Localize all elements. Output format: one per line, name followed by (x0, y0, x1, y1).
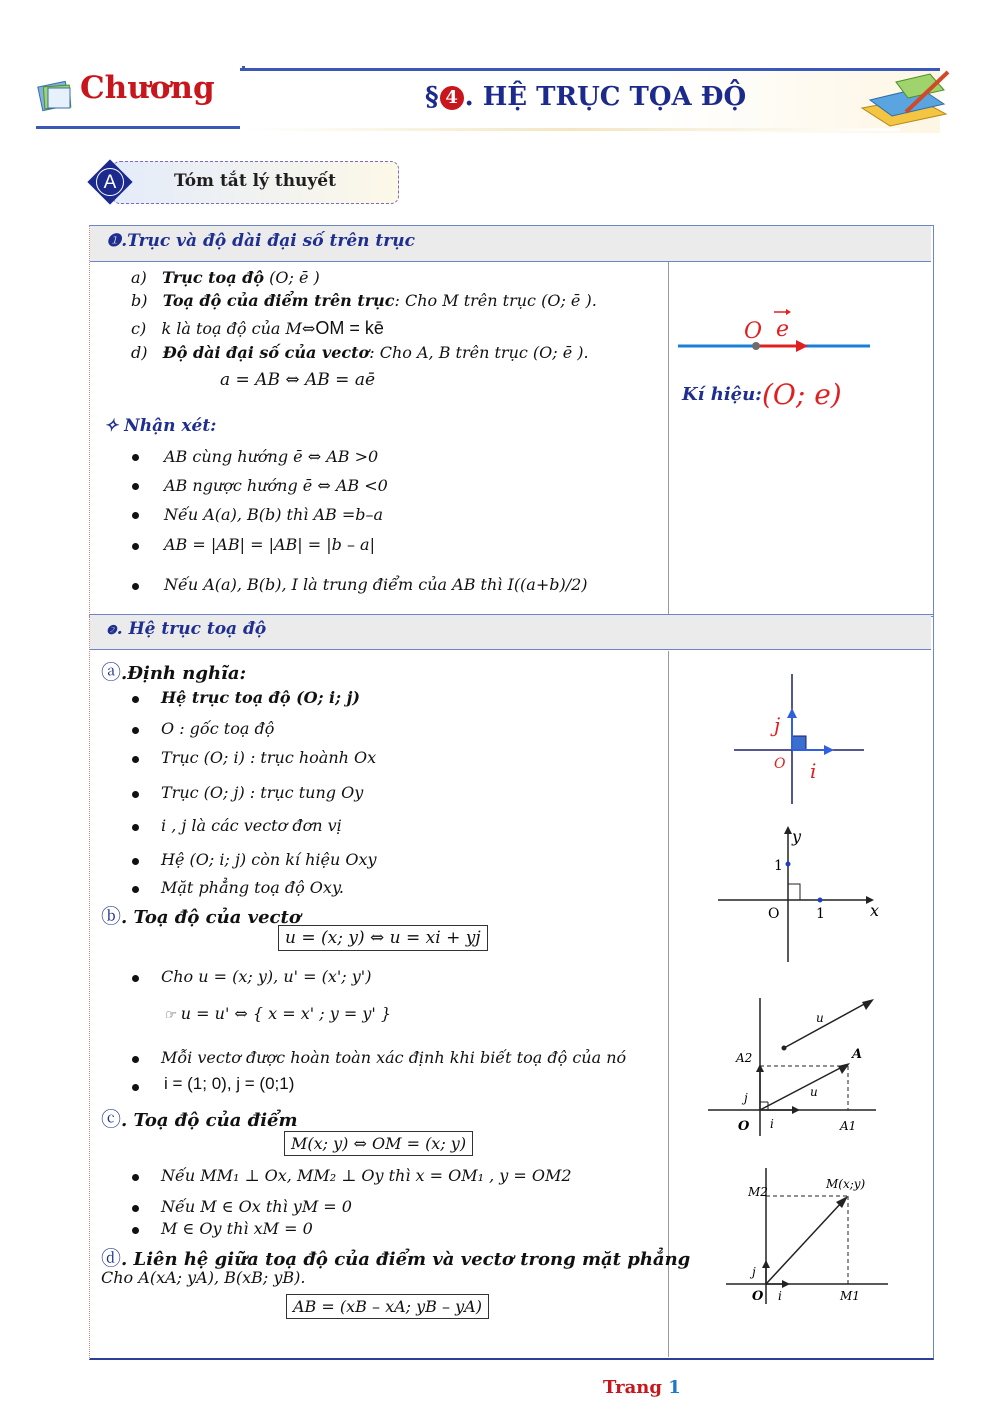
axis-e-label: e (776, 317, 790, 342)
marker-d: ⓓ (101, 1248, 121, 1270)
subsection-a-title (101, 656, 246, 685)
marker-a: ⓐ (101, 662, 121, 684)
unit-vectors-figure (730, 672, 870, 807)
def-item-3: Trục (O; i) : trục hoành Ox (161, 748, 377, 767)
part1-marker: ❶ (106, 231, 122, 251)
fig2-one-x: 1 (816, 906, 825, 922)
fig3-o: O (738, 1119, 750, 1134)
coordinate-plane-figure (716, 824, 886, 964)
bullet (132, 727, 139, 734)
item-label: d) (131, 343, 148, 362)
part2-title-text: . Hệ trục toạ độ (116, 619, 267, 639)
fig4-i: i (778, 1289, 782, 1303)
relation-box: AB = (xB – xA; yB – yA) (286, 1294, 489, 1319)
bullet (132, 1205, 139, 1212)
fig2-o: O (768, 906, 780, 922)
bullet (132, 583, 139, 590)
fig1-j: j (774, 713, 781, 737)
marker-c: ⓒ (101, 1109, 121, 1131)
vector-coord-box: u = (x; y) ⇔ u = xi + yj (278, 925, 488, 951)
point-note-3: M ∈ Oy thì xM = 0 (161, 1219, 313, 1238)
fig3-a2: A2 (736, 1051, 753, 1065)
part2-marker: ❷ (106, 623, 117, 637)
axis-origin-label: O (744, 319, 763, 344)
vector-given: Cho u = (x; y), u' = (x'; y') (161, 967, 372, 986)
remark-4: AB = |AB| = |AB| = |b – a| (164, 535, 375, 554)
remark-3: Nếu A(a), B(b) thì AB =b–a (164, 505, 384, 524)
fig4-j: j (752, 1265, 756, 1279)
item-label: b) (131, 291, 148, 310)
item-text: k là toạ độ của M⇔ (161, 319, 316, 338)
section-number: 4 (440, 86, 464, 110)
remark-5: Nếu A(a), B(b), I là trung điểm của AB thì I((a+b)/2) (164, 575, 588, 594)
fig2-x: x (870, 901, 880, 920)
fig3-a: A (852, 1047, 863, 1062)
item-bold: Độ dài đại số của vectơ (162, 343, 370, 362)
bullet (132, 1056, 139, 1063)
page-number: 1 (668, 1377, 681, 1398)
bullet (132, 858, 139, 865)
remark-2: AB ngược hướng ē ⇔ AB <0 (164, 476, 388, 495)
subsection-c-title-text: . Toạ độ của điểm (121, 1110, 298, 1131)
vector-coordinate-figure (704, 996, 884, 1138)
def-item-1: Hệ trục toạ độ (O; i; j) (161, 688, 360, 707)
section-title (425, 82, 746, 112)
page-footer (603, 1377, 681, 1398)
bullet (132, 1174, 139, 1181)
part1-title (106, 231, 415, 251)
bullet (132, 1084, 139, 1091)
vector-equality (164, 1004, 391, 1023)
def-item-2: O : gốc toạ độ (161, 719, 275, 738)
section-title-text: . HỆ TRỤC TỌA ĐỘ (464, 82, 747, 112)
part1-remark-title (104, 416, 216, 436)
bullet (132, 483, 139, 490)
fig2-one-y: 1 (774, 858, 783, 874)
point-coord-box: M(x; y) ⇔ OM = (x; y) (284, 1131, 473, 1156)
part2-title (106, 619, 266, 639)
fig3-u-mid: u (810, 1085, 818, 1099)
part1-title-text: .Trục và độ dài đại số trên trục (121, 231, 415, 251)
fig2-y: y (792, 827, 802, 846)
subsection-a-title-text: .Định nghĩa: (121, 663, 247, 684)
fig4-m2: M2 (748, 1185, 768, 1199)
point-coordinate-figure (722, 1166, 892, 1306)
hand-pointer-icon: ☞ (164, 1008, 176, 1023)
subsection-d-title-text: . Liên hệ giữa toạ độ của điểm và vectơ trong mặt phẳng (121, 1249, 691, 1270)
bullet (132, 886, 139, 893)
summary-badge-letter: A (96, 168, 124, 196)
item-rest: (O; ē ) (264, 268, 320, 287)
bullet (132, 824, 139, 831)
part1-item-d (131, 343, 589, 362)
part1-item-b (131, 291, 597, 310)
subsection-b-title-text: . Toạ độ của vectơ (121, 907, 301, 928)
fig4-m: M(x;y) (826, 1177, 866, 1191)
vector-note-1: Mỗi vectơ được hoàn toàn xác định khi biết toạ độ của nó (161, 1048, 627, 1067)
marker-b: ⓑ (101, 906, 121, 928)
def-item-7: Mặt phẳng toạ độ Oxy. (161, 878, 344, 897)
book-icon (36, 78, 78, 114)
part1-item-c (131, 318, 384, 339)
sparkle-icon: ✧ (104, 416, 119, 436)
stationery-icon (856, 68, 952, 128)
axis-figure (672, 300, 882, 430)
def-item-4: Trục (O; j) : trục tung Oy (161, 783, 364, 802)
part1-formula: a = AB ⇔ AB = aē (220, 370, 376, 390)
notation-math: (O; e) (762, 378, 842, 411)
vector-equality-text: u = u' ⇔ { x = x' ; y = y' } (180, 1004, 392, 1023)
vector-note-2: i = (1; 0), j = (0;1) (164, 1074, 295, 1093)
fig3-u-top: u (816, 1011, 824, 1025)
bullet (132, 543, 139, 550)
remark-1: AB cùng hướng ē ⇔ AB >0 (164, 447, 379, 466)
item-label: a) (131, 268, 147, 287)
relation-given: Cho A(xA; yA), B(xB; yB). (101, 1268, 306, 1287)
fig4-m1: M1 (840, 1289, 860, 1303)
bullet (132, 791, 139, 798)
remark-title-text: Nhận xét: (124, 416, 217, 436)
item-label: c) (131, 319, 147, 338)
bullet (132, 1227, 139, 1234)
subsection-c-title (101, 1103, 298, 1132)
fig3-i: i (770, 1117, 774, 1131)
summary-title: Tóm tắt lý thuyết (174, 171, 336, 191)
part1-item-a (131, 268, 320, 287)
item-rest: : Cho A, B trên trục (O; ē ). (369, 343, 589, 362)
notation-label: Kí hiệu: (682, 384, 762, 405)
def-item-5: i , j là các vectơ đơn vị (161, 816, 342, 835)
def-item-6: Hệ (O; i; j) còn kí hiệu Oxy (161, 850, 377, 869)
bullet (132, 454, 139, 461)
point-note-2: Nếu M ∈ Ox thì yM = 0 (161, 1197, 352, 1216)
item-bold: Trục toạ độ (162, 268, 265, 287)
fig1-o: O (774, 756, 786, 772)
section-symbol: § (425, 82, 439, 112)
item-bold: Toạ độ của điểm trên trục (162, 291, 395, 310)
page-label: Trang (603, 1377, 662, 1398)
bullet (132, 756, 139, 763)
bullet (132, 975, 139, 982)
item-rest: : Cho M trên trục (O; ē ). (394, 291, 597, 310)
fig1-i: i (810, 759, 817, 783)
point-note-1: Nếu MM₁ ⊥ Ox, MM₂ ⊥ Oy thì x = OM₁ , y = OM2 (161, 1166, 572, 1185)
subsection-d-title (101, 1242, 690, 1271)
bullet (132, 512, 139, 519)
fig3-j: j (744, 1091, 748, 1105)
part1-divider (668, 262, 669, 614)
item-math: OM = kē (315, 318, 384, 338)
chapter-label: Chương (80, 70, 215, 106)
subsection-b-title (101, 900, 301, 929)
fig3-a1: A1 (840, 1119, 857, 1133)
fig4-o: O (752, 1289, 764, 1304)
header-underline (246, 128, 900, 131)
bullet (132, 696, 139, 703)
